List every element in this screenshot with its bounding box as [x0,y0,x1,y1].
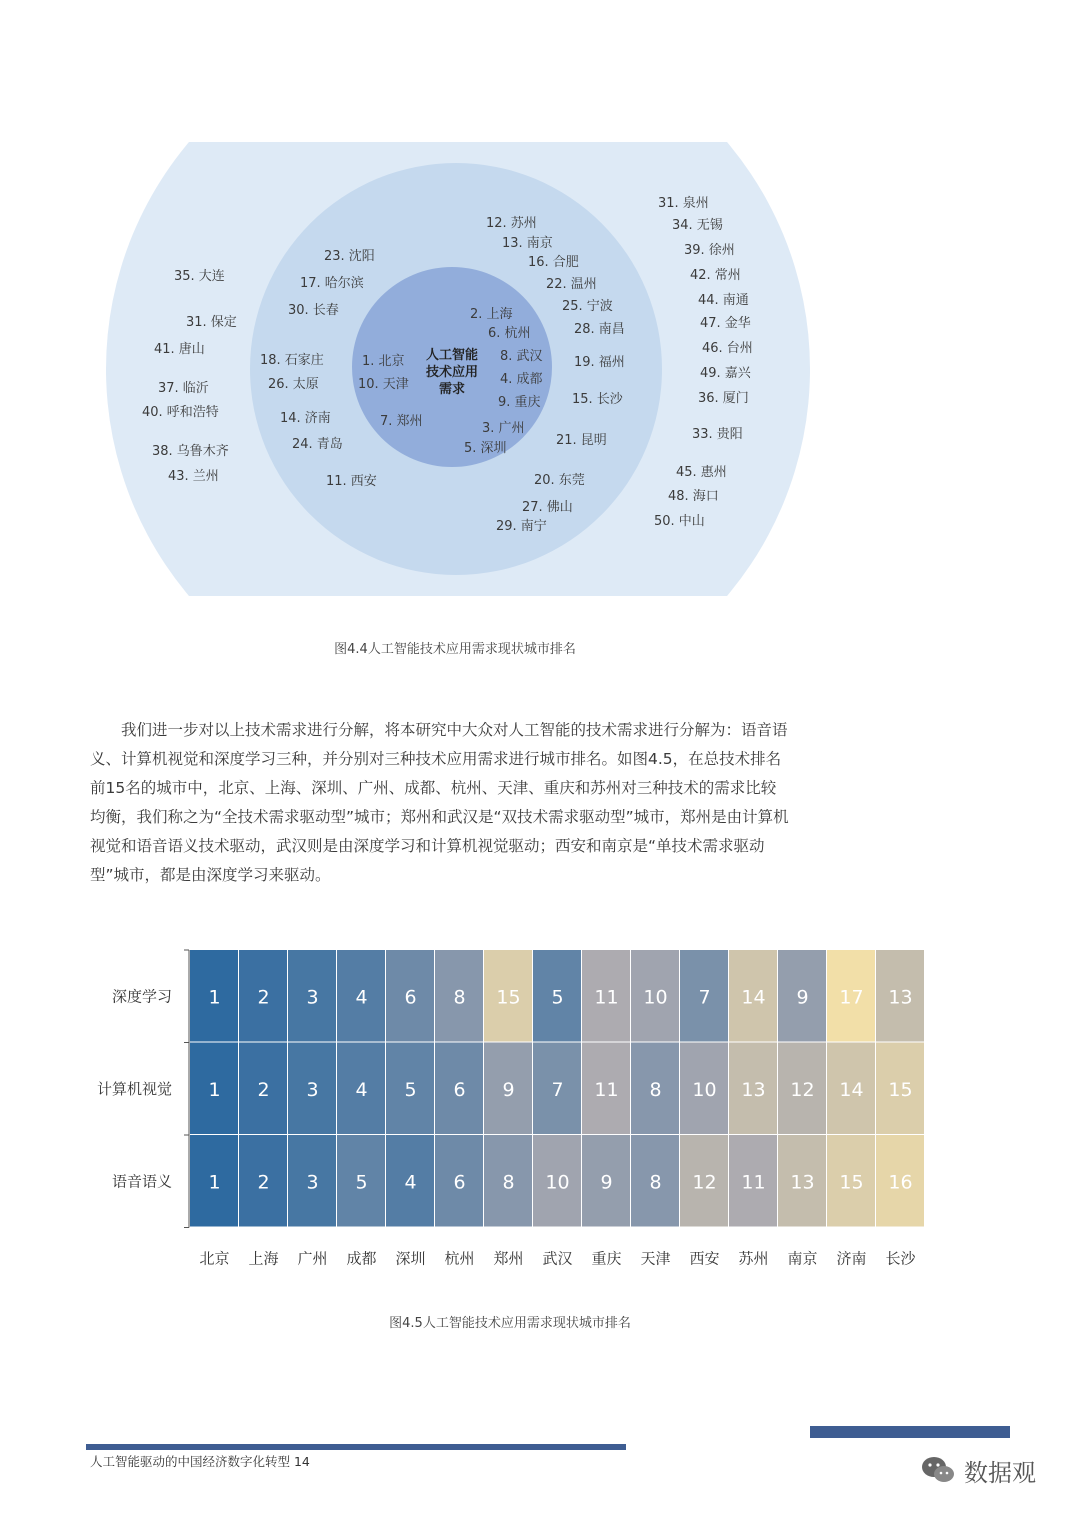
heatmap-cell-value: 4 [355,986,368,1009]
heatmap-cell-value: 8 [453,986,466,1009]
heatmap-cell-value: 6 [453,1078,466,1101]
row-label: 语音语义 [111,1172,172,1191]
middle-city-label: 19. 福州 [574,355,625,370]
heatmap-cell-value: 4 [355,1078,368,1101]
middle-city-label: 25. 宁波 [562,299,613,314]
heatmap-cell-value: 10 [643,986,668,1009]
center-label-line: 技术应用 [425,365,479,380]
middle-city-label: 17. 哈尔滨 [300,276,364,291]
inner-city-label: 4. 成都 [500,372,543,387]
center-label-line: 人工智能 [425,348,479,363]
heatmap-cell-value: 11 [741,1171,766,1194]
outer-city-label: 47. 金华 [700,316,751,331]
middle-city-label: 16. 合肥 [528,255,579,270]
figure-4-5-caption: 图4.5人工智能技术应用需求现状城市排名 [389,1316,631,1331]
heatmap-cell-value: 9 [796,986,809,1009]
heatmap-cell-value: 17 [839,986,864,1009]
middle-city-label: 30. 长春 [288,303,339,318]
middle-city-label: 26. 太原 [268,377,319,392]
column-label: 北京 [199,1249,230,1268]
heatmap-cell-value: 2 [257,986,270,1009]
inner-city-label: 10. 天津 [358,377,409,392]
middle-city-label: 15. 长沙 [572,392,623,407]
footer-text: 人工智能驱动的中国经济数字化转型 14 [90,1454,310,1469]
heatmap-cell-value: 15 [888,1078,913,1101]
center-label-line: 需求 [438,382,466,397]
outer-city-label: 48. 海口 [668,489,719,504]
heatmap-cell-value: 3 [306,986,319,1009]
row-label: 深度学习 [111,987,172,1006]
heatmap-cell-value: 8 [649,1078,662,1101]
heatmap-cell-value: 1 [208,1078,221,1101]
column-label: 长沙 [885,1249,916,1268]
outer-city-label: 39. 徐州 [684,243,735,258]
heatmap-cell-value: 13 [790,1171,815,1194]
technology-ranking-heatmap [0,930,1080,1290]
heatmap-cell-value: 2 [257,1171,270,1194]
inner-city-label: 5. 深圳 [464,441,507,456]
outer-city-label: 33. 贵阳 [692,427,743,442]
column-label: 深圳 [395,1249,426,1268]
heatmap-cell-value: 5 [404,1078,417,1101]
middle-city-label: 22. 温州 [546,277,597,292]
row-label: 计算机视觉 [96,1079,172,1098]
outer-city-label: 43. 兰州 [168,469,219,484]
heatmap-cell-value: 9 [600,1171,613,1194]
heatmap-cell-value: 7 [698,986,711,1009]
heatmap-cell-value: 12 [790,1078,815,1101]
heatmap-cell-value: 8 [502,1171,515,1194]
heatmap-cell-value: 9 [502,1078,515,1101]
paragraph-text: 我们进一步对以上技术需求进行分解，将本研究中大众对人工智能的技术需求进行分解为：语音语义、计算机视觉和深度学习三种，并分别对三种技术应用需求进行城市排名。如图4.5，在总技术排名前15名的城市中，北京、上海、深圳、广州、成都、杭州、天津、重庆和苏州对三种技术的需求比较均衡，我们称之为“全技术需求驱动型”城市；郑州和武汉是“双技术需求驱动型”城市，郑州是由计算机视觉和语音语义技术驱动，武汉则是由深度学习和计算机视觉驱动；西安和南京是“单技术需求驱动型”城市，都是由深度学习来驱动。 [90,721,789,884]
heatmap-cell-value: 5 [355,1171,368,1194]
heatmap-cell-value: 15 [496,986,521,1009]
outer-city-label: 44. 南通 [698,293,749,308]
outer-city-label: 36. 厦门 [698,391,749,406]
heatmap-cell-value: 16 [888,1171,913,1194]
heatmap-cell-value: 10 [545,1171,570,1194]
outer-city-label: 41. 唐山 [154,342,205,357]
inner-city-label: 9. 重庆 [498,395,541,410]
middle-city-label: 20. 东莞 [534,473,585,488]
heatmap-cell-value: 13 [741,1078,766,1101]
heatmap-cell-value: 11 [594,986,619,1009]
outer-city-label: 50. 中山 [654,514,705,529]
outer-city-label: 34. 无锡 [672,218,723,233]
footer-right-bar [810,1426,1010,1438]
watermark-text: 数据观 [964,1458,1036,1487]
footer-left-bar [86,1444,626,1450]
heatmap-cell-value: 4 [404,1171,417,1194]
heatmap-cell-value: 6 [453,1171,466,1194]
inner-city-label: 7. 郑州 [380,414,423,429]
middle-city-label: 12. 苏州 [486,216,537,231]
heatmap-cell-value: 8 [649,1171,662,1194]
outer-city-label: 37. 临沂 [158,381,209,396]
heatmap-cell-value: 1 [208,1171,221,1194]
middle-city-label: 29. 南宁 [496,519,547,534]
outer-city-label: 45. 惠州 [676,465,727,480]
column-label: 西安 [689,1249,720,1268]
watermark [920,1450,1036,1490]
middle-city-label: 23. 沈阳 [324,249,375,264]
heatmap-cell-value: 13 [888,986,913,1009]
middle-city-label: 11. 西安 [326,474,377,489]
outer-city-label: 38. 乌鲁木齐 [152,444,229,459]
middle-city-label: 14. 济南 [280,411,331,426]
body-paragraph [90,716,790,890]
outer-city-label: 35. 大连 [174,269,225,284]
heatmap-cell-value: 6 [404,986,417,1009]
heatmap-cell-value: 12 [692,1171,717,1194]
middle-city-label: 28. 南昌 [574,322,625,337]
column-label: 济南 [836,1249,867,1268]
column-label: 苏州 [738,1249,769,1268]
heatmap-cell-value: 5 [551,986,564,1009]
column-label: 天津 [640,1249,671,1268]
inner-city-label: 8. 武汉 [500,349,543,364]
middle-city-label: 27. 佛山 [522,500,573,515]
middle-city-label: 24. 青岛 [292,437,343,452]
city-ranking-rings-figure [0,0,1080,620]
heatmap-cell-value: 14 [741,986,766,1009]
column-label: 杭州 [444,1249,475,1268]
column-label: 郑州 [493,1249,524,1268]
outer-city-label: 31. 保定 [186,315,237,330]
middle-city-label: 18. 石家庄 [260,353,324,368]
middle-city-label: 21. 昆明 [556,433,607,448]
heatmap-cell-value: 3 [306,1171,319,1194]
column-label: 重庆 [591,1249,622,1268]
heatmap-cell-value: 3 [306,1078,319,1101]
outer-city-label: 49. 嘉兴 [700,366,751,381]
inner-city-label: 6. 杭州 [488,326,531,341]
heatmap-cell-value: 1 [208,986,221,1009]
inner-city-label: 1. 北京 [362,354,405,369]
heatmap-cell-value: 11 [594,1078,619,1101]
outer-city-label: 42. 常州 [690,268,741,283]
middle-city-label: 13. 南京 [502,236,553,251]
column-label: 南京 [787,1249,818,1268]
outer-city-label: 46. 台州 [702,341,753,356]
heatmap-cell-value: 15 [839,1171,864,1194]
heatmap-cell-value: 7 [551,1078,564,1101]
outer-city-label: 40. 呼和浩特 [142,405,219,420]
inner-city-label: 3. 广州 [482,421,525,436]
column-label: 成都 [346,1249,377,1268]
heatmap-cell-value: 10 [692,1078,717,1101]
figure-4-4-caption: 图4.4人工智能技术应用需求现状城市排名 [334,642,576,657]
heatmap-cell-value: 2 [257,1078,270,1101]
column-label: 上海 [248,1249,279,1268]
wechat-icon [920,1455,956,1485]
heatmap-cell-value: 14 [839,1078,864,1101]
column-label: 广州 [297,1249,328,1268]
outer-city-label: 31. 泉州 [658,196,709,211]
inner-city-label: 2. 上海 [470,307,513,322]
column-label: 武汉 [542,1249,573,1268]
